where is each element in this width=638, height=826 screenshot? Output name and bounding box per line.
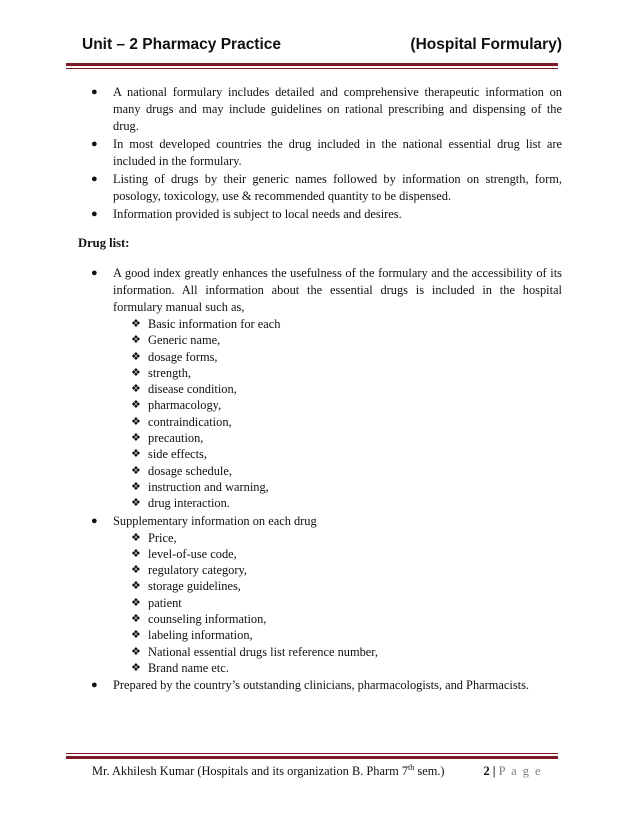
list-item: ● Information provided is subject to local needs and desires. bbox=[91, 207, 402, 221]
list-item: ● A national formulary includes detailed and comprehensive therapeutic information on many drugs and may include guidelines on rational prescribing and dispensing of the drug. bbox=[91, 85, 562, 133]
diamond-bullet-icon: ❖ bbox=[131, 645, 141, 658]
diamond-bullet-icon: ❖ bbox=[131, 318, 141, 330]
sub-list-item: ❖ Generic name, bbox=[131, 333, 221, 348]
sub-list-item: ❖ drug interaction. bbox=[131, 496, 230, 511]
footer-rule-thin bbox=[66, 753, 558, 754]
sub-list-item: ❖ disease condition, bbox=[131, 382, 237, 397]
bullet-icon: ● bbox=[91, 86, 98, 98]
diamond-bullet-icon: ❖ bbox=[131, 366, 141, 379]
sub-list-item: ❖ strength, bbox=[131, 365, 192, 380]
diamond-bullet-icon: ❖ bbox=[131, 497, 141, 510]
diamond-bullet-icon: ❖ bbox=[131, 547, 141, 560]
diamond-bullet-icon: ❖ bbox=[131, 661, 141, 674]
diamond-bullet-icon: ❖ bbox=[131, 350, 141, 363]
bullet-icon: ● bbox=[91, 514, 98, 527]
list-item: ● A good index greatly enhances the usefulness of the formulary and the accessibility of its information. All information about the essential drugs is included in the hospital formulary manual such as, ❖ Basic information for each ❖ Generic name, ❖ dosage forms, ❖ strength, ❖ disease condition, ❖ pharmacology, ❖ contraindication, ❖ precaution, ❖ side effects, ❖ dosage schedule, ❖ instruction and warning, ❖ drug interaction. bbox=[91, 266, 562, 511]
diamond-bullet-icon: ❖ bbox=[131, 531, 141, 544]
sub-list-item: ❖ side effects, bbox=[131, 447, 207, 462]
intro-bullet-list bbox=[78, 84, 562, 223]
sub-list-item: ❖ regulatory category, bbox=[131, 563, 247, 578]
sub-list-item: ❖ Brand name etc. bbox=[131, 660, 229, 675]
bullet-icon: ● bbox=[91, 138, 98, 150]
diamond-bullet-icon: ❖ bbox=[131, 432, 141, 445]
diamond-bullet-icon: ❖ bbox=[131, 383, 141, 396]
footer-rule-thick bbox=[66, 756, 558, 759]
sub-list-item: ❖ counseling information, bbox=[131, 612, 267, 627]
diamond-bullet-icon: ❖ bbox=[131, 448, 141, 461]
basic-info-sublist bbox=[113, 316, 562, 512]
supplementary-info-sublist bbox=[113, 530, 562, 677]
sub-list-item: ❖ Basic information for each bbox=[131, 317, 281, 331]
sub-list-item: ❖ pharmacology, bbox=[131, 398, 222, 413]
footer-author: Mr. Akhilesh Kumar (Hospitals and its organization B. Pharm 7th sem.) bbox=[92, 763, 445, 778]
drug-list-bullets bbox=[78, 265, 562, 694]
diamond-bullet-icon: ❖ bbox=[131, 613, 141, 626]
page-body bbox=[78, 84, 562, 695]
page-header bbox=[82, 36, 562, 58]
diamond-bullet-icon: ❖ bbox=[131, 334, 141, 347]
section-heading-drug-list: Drug list: bbox=[78, 236, 130, 250]
diamond-bullet-icon: ❖ bbox=[131, 596, 141, 609]
diamond-bullet-icon: ❖ bbox=[131, 480, 141, 493]
diamond-bullet-icon: ❖ bbox=[131, 580, 141, 593]
page-number: 2 | P a g e bbox=[483, 764, 542, 778]
list-item: ● In most developed countries the drug included in the national essential drug list are included in the formulary. bbox=[91, 137, 562, 168]
list-item: ● Supplementary information on each drug ❖ Price, ❖ level-of-use code, ❖ regulatory category, ❖ storage guidelines, ❖ patient ❖ counseling information, ❖ labeling information, ❖ National essential drugs list reference number, ❖ Brand name etc. bbox=[78, 513, 562, 677]
diamond-bullet-icon: ❖ bbox=[131, 399, 141, 412]
header-rule-thin bbox=[66, 68, 558, 69]
header-rule-thick bbox=[66, 63, 558, 66]
diamond-bullet-icon: ❖ bbox=[131, 629, 141, 642]
sub-list-item: ❖ instruction and warning, bbox=[131, 479, 269, 494]
sub-list-item: ❖ Price, bbox=[131, 530, 177, 545]
bullet-icon: ● bbox=[91, 679, 98, 692]
diamond-bullet-icon: ❖ bbox=[131, 415, 141, 428]
sub-list-item: ❖ storage guidelines, bbox=[131, 579, 241, 594]
list-item: ● Listing of drugs by their generic names followed by information on strength, form, posology, toxicology, use & recommended quantity to be dispensed. bbox=[91, 172, 562, 203]
diamond-bullet-icon: ❖ bbox=[131, 464, 141, 477]
diamond-bullet-icon: ❖ bbox=[131, 564, 141, 577]
sub-list-item: ❖ patient bbox=[131, 595, 182, 610]
sub-list-item: ❖ level-of-use code, bbox=[131, 546, 237, 561]
header-unit-title: Unit – 2 Pharmacy Practice bbox=[82, 36, 282, 53]
sub-list-item: ❖ dosage schedule, bbox=[131, 463, 232, 478]
sub-list-item: ❖ dosage forms, bbox=[131, 349, 218, 364]
list-item: ● Prepared by the country’s outstanding clinicians, pharmacologists, and Pharmacists. bbox=[91, 678, 530, 693]
sub-list-item: ❖ contraindication, bbox=[131, 414, 232, 429]
bullet-icon: ● bbox=[91, 173, 98, 185]
sub-list-item: ❖ National essential drugs list reference number, bbox=[131, 644, 379, 659]
bullet-icon: ● bbox=[91, 208, 98, 220]
bullet-icon: ● bbox=[91, 267, 98, 279]
header-topic: (Hospital Formulary) bbox=[410, 36, 562, 53]
sub-list-item: ❖ labeling information, bbox=[131, 628, 253, 643]
sub-list-item: ❖ precaution, bbox=[131, 431, 204, 446]
